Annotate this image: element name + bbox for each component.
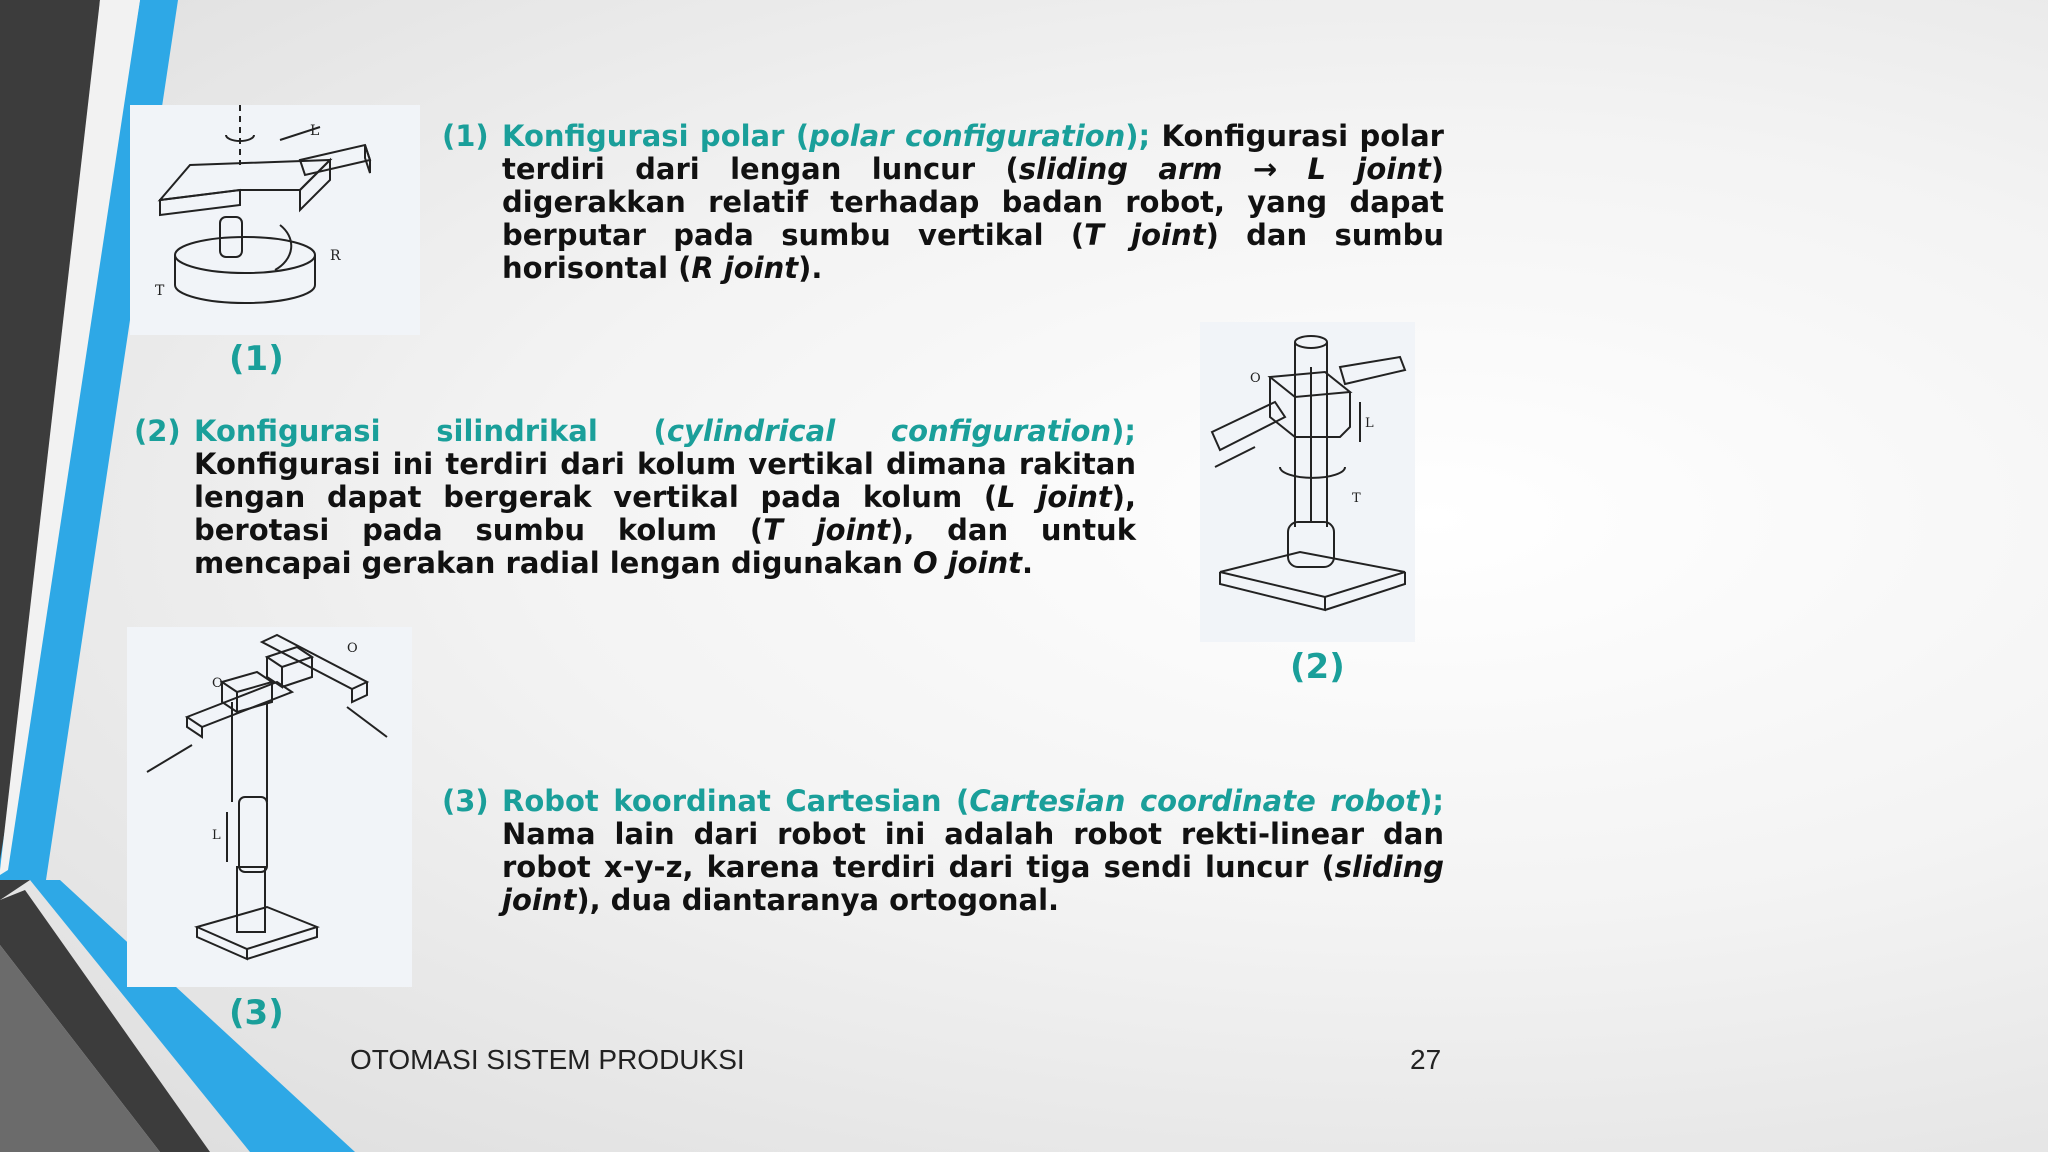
item-text: Konfigurasi ini terdiri dari kolum vertikal dimana rakitan lengan dapat bergerak vertikal pada kolum (: [194, 447, 1136, 514]
item-title-end: );: [1419, 784, 1444, 818]
item-text: Nama lain dari robot ini adalah robot rekti-linear dan robot x-y-z, karena terdiri dari tiga sendi luncur (: [502, 817, 1444, 884]
item-text-italic: R joint: [691, 251, 799, 285]
fig3-label-O1: O: [212, 676, 223, 691]
fig3-label-O2: O: [347, 641, 358, 656]
footer-page-number: 27: [1410, 1044, 1442, 1075]
figure-cartesian-robot: [127, 627, 412, 987]
figure-caption-2: (2): [1290, 647, 1345, 687]
fig3-label-L: L: [212, 828, 221, 843]
item-cartesian-robot: [442, 785, 1444, 917]
item-text-italic: sliding arm → L joint: [1018, 152, 1431, 186]
fig1-label-L: L: [310, 123, 320, 139]
fig1-label-T: T: [155, 283, 165, 299]
item-title-italic: cylindrical configuration: [666, 414, 1112, 448]
item-text: ) digerakkan relatif terhadap badan robot, yang dapat berputar pada sumbu vertikal (: [502, 152, 1444, 252]
item-text: ), dan untuk mencapai gerakan radial lengan digunakan: [194, 513, 1136, 580]
item-title: Robot koordinat Cartesian (: [502, 784, 970, 818]
fig2-label-T: T: [1352, 491, 1361, 506]
fig2-label-L: L: [1365, 416, 1374, 431]
item-text: .: [1022, 546, 1034, 580]
item-text-italic: sliding joint: [502, 850, 1444, 917]
item-title: Konfigurasi polar (: [502, 119, 810, 153]
figure-polar-robot: [130, 105, 420, 335]
fig2-label-O: O: [1250, 371, 1261, 386]
item-text: Konfigurasi polar terdiri dari lengan luncur (: [502, 119, 1444, 186]
item-text-italic: L joint: [997, 480, 1112, 514]
figure-cylindrical-robot: [1200, 322, 1415, 642]
item-title-italic: Cartesian coordinate robot: [969, 784, 1420, 818]
item-title: Konfigurasi silindrikal (: [194, 414, 667, 448]
item-text: ), berotasi pada sumbu kolum (: [194, 480, 1136, 547]
item-text: ), dua diantaranya ortogonal.: [576, 883, 1060, 917]
item-cylindrical-configuration: [134, 415, 1136, 580]
item-number: (1): [442, 119, 489, 153]
item-number: (3): [442, 784, 489, 818]
figure-caption-3: (3): [229, 993, 284, 1033]
footer-course-title: OTOMASI SISTEM PRODUKSI: [350, 1044, 745, 1075]
item-text-italic: T joint: [763, 513, 891, 547]
item-number: (2): [134, 414, 181, 448]
fig1-label-R: R: [330, 248, 341, 264]
item-text: ).: [798, 251, 823, 285]
item-text: ) dan sumbu horisontal (: [502, 218, 1444, 285]
item-title-end: );: [1111, 414, 1136, 448]
item-title-end: );: [1125, 119, 1151, 153]
item-text-italic: O joint: [912, 546, 1023, 580]
figure-caption-1: (1): [229, 339, 284, 379]
item-text-italic: T joint: [1084, 218, 1206, 252]
item-title-italic: polar configuration: [809, 119, 1126, 153]
item-polar-configuration: [442, 120, 1444, 285]
